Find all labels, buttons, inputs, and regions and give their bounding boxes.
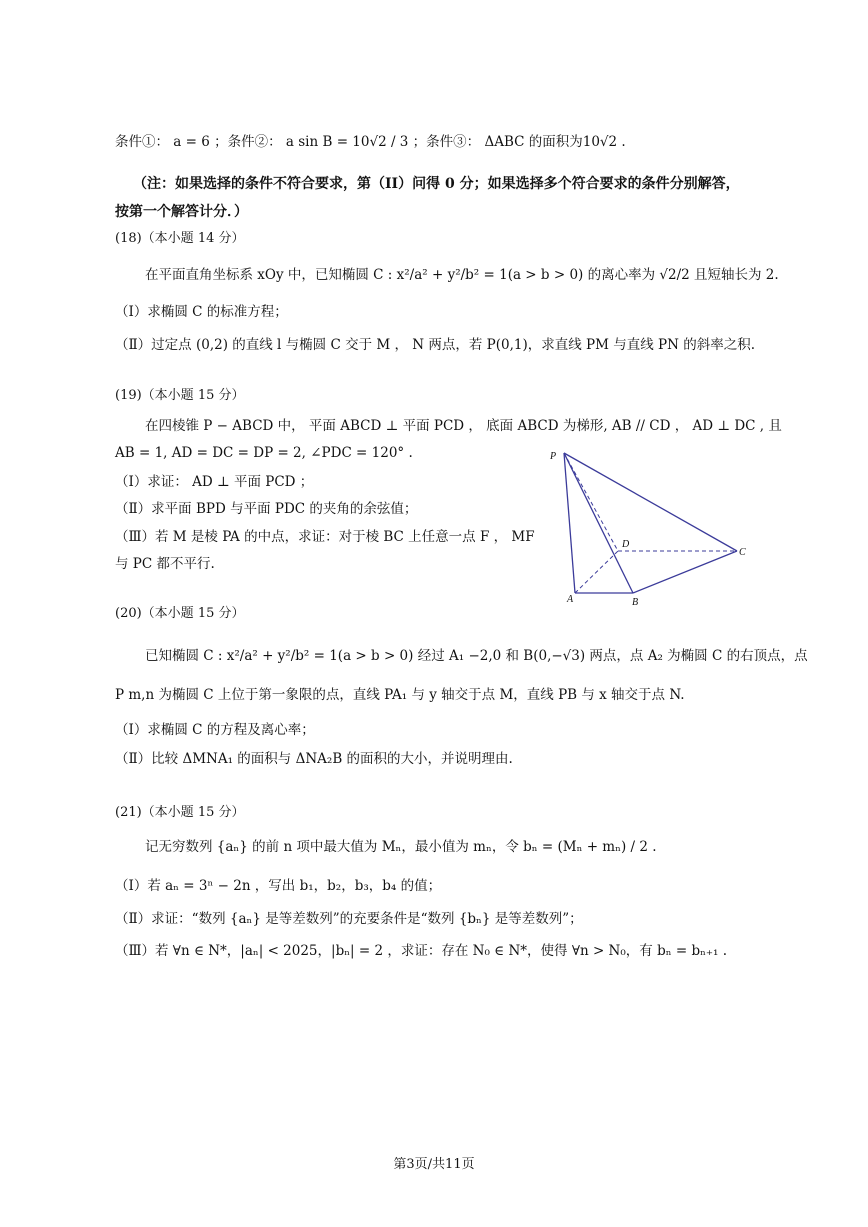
q19-stem-2: AB = 1, AD = DC = DP = 2, ∠PDC = 120° .	[115, 445, 413, 461]
edge-pc	[564, 453, 737, 551]
q21-part3: （Ⅲ）若 ∀n ∈ N*，|aₙ| < 2025，|bₙ| = 2 ，求证：存在 N₀ ∈ N*，使得 ∀n > N₀，有 bₙ = bₙ₊₁ .	[115, 943, 728, 959]
q19-stem-1: 在四棱锥 P − ABCD 中， 平面 ABCD ⊥ 平面 PCD ， 底面 ABCD 为梯形, AB // CD ， AD ⊥ DC , 且	[145, 418, 782, 434]
q21-part1: （Ⅰ）若 aₙ = 3ⁿ − 2n ，写出 b₁，b₂，b₃，b₄ 的值；	[115, 878, 442, 894]
edge-pb	[564, 453, 633, 593]
q19-header: (19)（本小题 15 分）	[115, 388, 245, 403]
q20-stem-1: 已知椭圆 C : x²/a² + y²/b² = 1(a > b > 0) 经过 A₁ −2,0 和 B(0,−√3) 两点，点 A₂ 为椭圆 C 的右顶点，点	[145, 648, 808, 664]
label-p: P	[550, 451, 557, 462]
q18-stem: 在平面直角坐标系 xOy 中，已知椭圆 C : x²/a² + y²/b² = 1(a > b > 0) 的离心率为 √2/2 且短轴长为 2.	[145, 267, 779, 283]
q18-header: (18)（本小题 14 分）	[115, 231, 245, 246]
q21-header: (21)（本小题 15 分）	[115, 805, 245, 820]
label-d: D	[622, 539, 630, 550]
page-number: 第3页/共11页	[393, 1157, 475, 1172]
edge-ad-hidden	[575, 551, 618, 593]
q19-part3a: （Ⅲ）若 M 是棱 PA 的中点，求证：对于棱 BC 上任意一点 F ， MF	[115, 529, 535, 545]
note-line-1: （注：如果选择的条件不符合要求，第（II）问得 0 分；如果选择多个符合要求的条件分别解答，	[133, 176, 740, 192]
q18-part1: （Ⅰ）求椭圆 C 的标准方程；	[115, 304, 288, 320]
q20-part1: （Ⅰ）求椭圆 C 的方程及离心率；	[115, 722, 315, 738]
q20-part2: （Ⅱ）比较 ΔMNA₁ 的面积与 ΔNA₂B 的面积的大小，并说明理由.	[115, 751, 513, 767]
q21-part2: （Ⅱ）求证：“数列 {aₙ} 是等差数列”的充要条件是“数列 {bₙ} 是等差数列”；	[115, 911, 583, 927]
q18-part2: （Ⅱ）过定点 (0,2) 的直线 l 与椭圆 C 交于 M ， N 两点，若 P(0,1)，求直线 PM 与直线 PN 的斜率之积.	[115, 337, 756, 353]
pyramid-figure	[540, 447, 755, 617]
q20-stem-2: P m,n 为椭圆 C 上位于第一象限的点，直线 PA₁ 与 y 轴交于点 M，直线 PB 与 x 轴交于点 N.	[115, 687, 685, 703]
q19-part1: （Ⅰ）求证： AD ⊥ 平面 PCD ；	[115, 474, 314, 490]
edge-bc	[633, 551, 737, 593]
q19-part2: （Ⅱ）求平面 BPD 与平面 PDC 的夹角的余弦值；	[115, 501, 418, 517]
q20-header: (20)（本小题 15 分）	[115, 606, 245, 621]
label-a: A	[567, 594, 574, 605]
label-c: C	[739, 547, 746, 558]
label-b: B	[632, 597, 639, 608]
edge-pa	[564, 453, 575, 593]
conditions-line: 条件①： a = 6 ；条件②： a sin B = 10√2 / 3 ；条件③： ΔABC 的面积为10√2 .	[115, 134, 626, 150]
q21-stem: 记无穷数列 {aₙ} 的前 n 项中最大值为 Mₙ，最小值为 mₙ，令 bₙ = (Mₙ + mₙ) / 2 .	[145, 839, 657, 855]
note-line-2: 按第一个解答计分．）	[115, 204, 248, 220]
q19-part3b: 与 PC 都不平行.	[115, 556, 215, 572]
